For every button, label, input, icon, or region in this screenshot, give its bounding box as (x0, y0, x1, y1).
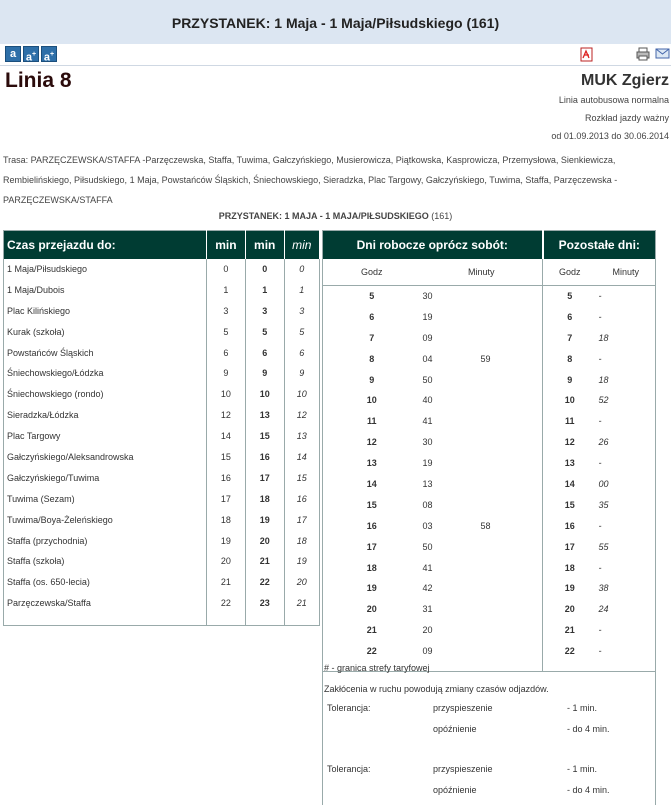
weekday-hour: 17 (366, 541, 377, 552)
weekday-minute: 40 (422, 395, 433, 406)
other-minute: - (598, 646, 602, 657)
validity-range: od 01.09.2013 do 30.06.2014 (551, 131, 669, 141)
zone-note: # - granica strefy taryfowej (324, 663, 430, 673)
other-hour: 7 (543, 327, 597, 348)
travel-row (4, 259, 320, 280)
weekday-hour: 16 (366, 520, 377, 531)
travel-header-min: min (207, 231, 246, 259)
other-hour: 13 (543, 453, 597, 474)
timetable-row (323, 578, 656, 599)
travel-min-a: 5 (207, 321, 246, 342)
travel-min-c: 3 (284, 300, 319, 321)
weekday-hour: 11 (366, 416, 377, 427)
other-hour: 14 (543, 474, 597, 495)
weekday-minute (481, 557, 543, 578)
weekday-hour: 5 (369, 291, 375, 302)
page-header (0, 0, 671, 44)
early-label: przyspieszenie (433, 764, 493, 774)
weekday-hour: 8 (369, 353, 375, 364)
weekday-minute: 19 (422, 458, 433, 469)
travel-stop-name: Tuwima/Boya-Żeleńskiego (4, 509, 207, 530)
travel-min-a: 20 (207, 551, 246, 572)
weekday-minute (481, 327, 543, 348)
travel-min-b: 9 (245, 363, 284, 384)
weekday-minute (481, 306, 543, 327)
weekday-minute: 30 (422, 437, 433, 448)
travel-row (4, 593, 320, 614)
weekday-hour: 21 (366, 625, 377, 636)
travel-min-b: 15 (245, 426, 284, 447)
weekday-minute: 31 (422, 604, 433, 615)
travel-min-b: 22 (245, 572, 284, 593)
travel-row (4, 321, 320, 342)
pdf-icon[interactable] (580, 47, 593, 62)
travel-stop-name: Staffa (os. 650-lecia) (4, 572, 207, 593)
other-hour: 18 (543, 557, 597, 578)
operator-name: MUK Zgierz (581, 72, 669, 89)
other-hour: 8 (543, 348, 597, 369)
hour-column-header: Godz (543, 259, 597, 286)
travel-row (4, 467, 320, 488)
travel-stop-name: Tuwima (Sezam) (4, 488, 207, 509)
weekday-minute: 42 (422, 583, 433, 594)
minutes-column-header: Minuty (597, 259, 656, 286)
late-value: - do 4 min. (567, 724, 610, 734)
font-size-medium-button[interactable]: a+ (23, 46, 39, 62)
travel-row (4, 509, 320, 530)
weekday-hour: 22 (366, 646, 377, 657)
other-hour: 12 (543, 432, 597, 453)
travel-stop-name: 1 Maja/Piłsudskiego (4, 259, 207, 280)
travel-stop-name: Sieradzka/Łódzka (4, 405, 207, 426)
travel-min-c: 6 (284, 342, 319, 363)
early-label: przyspieszenie (433, 703, 493, 713)
travel-min-c: 1 (284, 279, 319, 300)
weekday-minute: 58 (480, 520, 491, 531)
tolerance-label: Tolerancja: (327, 703, 371, 713)
other-hour: 15 (543, 494, 597, 515)
travel-min-b: 1 (245, 279, 284, 300)
timetable-row (323, 306, 656, 327)
other-minute: - (598, 625, 602, 636)
other-hour: 10 (543, 390, 597, 411)
weekday-minute: 19 (422, 311, 433, 322)
travel-row (4, 279, 320, 300)
travel-time-table (3, 230, 320, 626)
travel-row (4, 342, 320, 363)
weekday-hour: 6 (369, 311, 375, 322)
timetable-row (323, 369, 656, 390)
disruption-note: Zakłócenia w ruchu powodują zmiany czasów odjazdów. (324, 684, 549, 694)
weekday-minute (481, 641, 543, 662)
travel-min-b: 16 (245, 447, 284, 468)
other-minute: - (598, 311, 602, 322)
travel-min-b: 20 (245, 530, 284, 551)
travel-min-b: 5 (245, 321, 284, 342)
other-minute: 35 (598, 499, 609, 510)
toolbar (0, 44, 671, 66)
travel-min-a: 6 (207, 342, 246, 363)
print-icon[interactable] (636, 47, 650, 61)
weekday-minute: 09 (422, 332, 433, 343)
travel-min-c: 18 (284, 530, 319, 551)
weekday-minute (481, 411, 543, 432)
travel-min-a: 18 (207, 509, 246, 530)
other-hour: 20 (543, 599, 597, 620)
other-minute: 18 (598, 374, 609, 385)
timetable-row (323, 557, 656, 578)
travel-min-a: 16 (207, 467, 246, 488)
other-minute: 18 (598, 332, 609, 343)
other-minute: 26 (598, 437, 609, 448)
stop-line: PRZYSTANEK: 1 MAJA - 1 MAJA/PIŁSUDSKIEGO (161) (218, 211, 453, 221)
travel-min-a: 0 (207, 259, 246, 280)
other-minute: - (598, 353, 602, 364)
other-minute: 24 (598, 604, 609, 615)
minutes-column-header: Minuty (421, 259, 543, 286)
travel-min-a: 3 (207, 300, 246, 321)
travel-min-c: 17 (284, 509, 319, 530)
travel-min-b: 23 (245, 593, 284, 614)
other-minute: - (598, 458, 602, 469)
travel-min-b: 6 (245, 342, 284, 363)
weekday-minute (481, 474, 543, 495)
weekday-minute: 08 (422, 499, 433, 510)
weekday-minute (481, 578, 543, 599)
weekday-minute: 59 (480, 353, 491, 364)
other-minute: 00 (598, 478, 609, 489)
travel-min-c: 12 (284, 405, 319, 426)
weekday-hour: 19 (366, 583, 377, 594)
travel-row (4, 363, 320, 384)
late-label: opóźnienie (433, 785, 477, 795)
travel-row (4, 300, 320, 321)
weekday-minute: 50 (422, 374, 433, 385)
weekday-minute: 04 (422, 353, 433, 364)
travel-min-c: 14 (284, 447, 319, 468)
travel-min-b: 13 (245, 405, 284, 426)
page-title: PRZYSTANEK: 1 Maja - 1 Maja/Piłsudskiego (161) (171, 15, 500, 31)
travel-row (4, 488, 320, 509)
weekday-hour: 18 (366, 562, 377, 573)
travel-row (4, 384, 320, 405)
other-hour: 11 (543, 411, 597, 432)
travel-min-a: 12 (207, 405, 246, 426)
travel-min-b: 17 (245, 467, 284, 488)
timetable-row (323, 390, 656, 411)
travel-row (4, 447, 320, 468)
other-hour: 5 (543, 286, 597, 307)
travel-stop-name: Parzęczewska/Staffa (4, 593, 207, 614)
travel-min-c: 21 (284, 593, 319, 614)
timetable-row (323, 453, 656, 474)
weekday-minute (481, 432, 543, 453)
weekday-hour: 10 (366, 395, 377, 406)
travel-min-b: 10 (245, 384, 284, 405)
early-value: - 1 min. (567, 764, 598, 774)
font-size-small-button[interactable]: a (5, 46, 21, 62)
weekday-header: Dni robocze oprócz sobót: (323, 231, 543, 259)
timetable-row (323, 641, 656, 662)
timetable-row (323, 286, 656, 307)
timetable-row (323, 536, 656, 557)
other-minute: 52 (598, 395, 609, 406)
travel-header-min: min (284, 231, 319, 259)
validity-label: Rozkład jazdy ważny (584, 113, 669, 123)
travel-min-a: 14 (207, 426, 246, 447)
travel-min-c: 20 (284, 572, 319, 593)
timetable-row (323, 620, 656, 641)
travel-min-a: 10 (207, 384, 246, 405)
travel-stop-name: Gałczyńskiego/Aleksandrowska (4, 447, 207, 468)
timetable-row (323, 411, 656, 432)
travel-min-a: 1 (207, 279, 246, 300)
other-hour: 9 (543, 369, 597, 390)
route-description: Trasa: PARZĘCZEWSKA/STAFFA -Parzęczewska, Staffa, Tuwima, Gałczyńskiego, Musierowicza, Piątkowska, Kasprowicza, Przemysłowa, Sienkiewicza, Rembielińskiego, Piłsudskiego, 1 Maja, Powstańców Śląskich, Śniechowskiego, Sieradzka, Plac Targowy, Gałczyńskiego, Tuwima, Staffa, Parzęczewska - PARZĘCZEWSKA/STAFFA (3, 155, 618, 205)
weekday-minute (481, 494, 543, 515)
travel-min-c: 9 (284, 363, 319, 384)
email-icon[interactable] (655, 47, 670, 61)
weekday-minute (481, 390, 543, 411)
travel-min-a: 17 (207, 488, 246, 509)
timetable-row (323, 348, 656, 369)
weekday-minute: 20 (422, 625, 433, 636)
weekday-minute (481, 453, 543, 474)
travel-min-a: 9 (207, 363, 246, 384)
weekday-minute (481, 620, 543, 641)
weekday-minute: 50 (422, 541, 433, 552)
travel-stop-name: Plac Kilińskiego (4, 300, 207, 321)
other-hour: 6 (543, 306, 597, 327)
timetable (322, 230, 656, 672)
weekday-minute: 13 (422, 478, 433, 489)
other-hour: 19 (543, 578, 597, 599)
travel-row (4, 551, 320, 572)
weekday-hour: 15 (366, 499, 377, 510)
other-hour: 22 (543, 641, 597, 662)
weekday-hour: 14 (366, 478, 377, 489)
timetable-row (323, 515, 656, 536)
travel-stop-name: Powstańców Śląskich (4, 342, 207, 363)
travel-row (4, 405, 320, 426)
weekday-minute (481, 536, 543, 557)
timetable-row (323, 474, 656, 495)
line-type: Linia autobusowa normalna (558, 95, 669, 105)
travel-row (4, 572, 320, 593)
timetable-row (323, 494, 656, 515)
travel-row (4, 530, 320, 551)
other-minute: - (598, 416, 602, 427)
early-value: - 1 min. (567, 703, 598, 713)
travel-min-c: 19 (284, 551, 319, 572)
travel-min-b: 0 (245, 259, 284, 280)
travel-min-b: 18 (245, 488, 284, 509)
travel-stop-name: Śniechowskiego/Łódzka (4, 363, 207, 384)
travel-stop-name: Gałczyńskiego/Tuwima (4, 467, 207, 488)
other-minute: - (598, 291, 602, 302)
other-minute: 38 (598, 583, 609, 594)
travel-min-b: 21 (245, 551, 284, 572)
travel-stop-name: 1 Maja/Dubois (4, 279, 207, 300)
weekday-minute (481, 286, 543, 307)
line-title: Linia 8 (5, 69, 72, 92)
travel-min-a: 22 (207, 593, 246, 614)
travel-stop-name: Staffa (szkoła) (4, 551, 207, 572)
travel-row (4, 426, 320, 447)
travel-min-c: 13 (284, 426, 319, 447)
travel-min-a: 21 (207, 572, 246, 593)
weekday-hour: 13 (366, 458, 377, 469)
travel-stop-name: Śniechowskiego (rondo) (4, 384, 207, 405)
other-hour: 16 (543, 515, 597, 536)
travel-header-stop: Czas przejazdu do: (4, 231, 207, 259)
other-hour: 21 (543, 620, 597, 641)
hour-column-header: Godz (323, 259, 421, 286)
travel-stop-name: Staffa (przychodnia) (4, 530, 207, 551)
travel-min-b: 19 (245, 509, 284, 530)
weekday-minute: 41 (422, 562, 433, 573)
travel-min-a: 19 (207, 530, 246, 551)
other-minute: - (598, 562, 602, 573)
travel-min-c: 5 (284, 321, 319, 342)
late-value: - do 4 min. (567, 785, 610, 795)
weekday-minute: 30 (422, 291, 433, 302)
travel-stop-name: Kurak (szkoła) (4, 321, 207, 342)
weekday-minute: 09 (422, 646, 433, 657)
weekday-minute (481, 369, 543, 390)
notes (322, 660, 656, 702)
other-hour: 17 (543, 536, 597, 557)
weekday-minute: 41 (422, 416, 433, 427)
travel-header-min: min (245, 231, 284, 259)
timetable-row (323, 327, 656, 348)
weekday-hour: 9 (369, 374, 375, 385)
weekday-hour: 12 (366, 437, 377, 448)
weekday-hour: 7 (369, 332, 375, 343)
travel-min-c: 15 (284, 467, 319, 488)
other-days-header: Pozostałe dni: (543, 231, 656, 259)
timetable-row (323, 432, 656, 453)
other-minute: - (598, 520, 602, 531)
travel-stop-name: Plac Targowy (4, 426, 207, 447)
travel-min-a: 15 (207, 447, 246, 468)
travel-min-c: 16 (284, 488, 319, 509)
other-minute: 55 (598, 541, 609, 552)
weekday-minute (481, 599, 543, 620)
weekday-hour: 20 (366, 604, 377, 615)
timetable-row (323, 599, 656, 620)
tolerance-label: Tolerancja: (327, 764, 371, 774)
weekday-minute: 03 (422, 520, 433, 531)
late-label: opóźnienie (433, 724, 477, 734)
font-size-large-button[interactable]: a+ (41, 46, 57, 62)
travel-min-c: 10 (284, 384, 319, 405)
travel-min-b: 3 (245, 300, 284, 321)
travel-min-c: 0 (284, 259, 319, 280)
